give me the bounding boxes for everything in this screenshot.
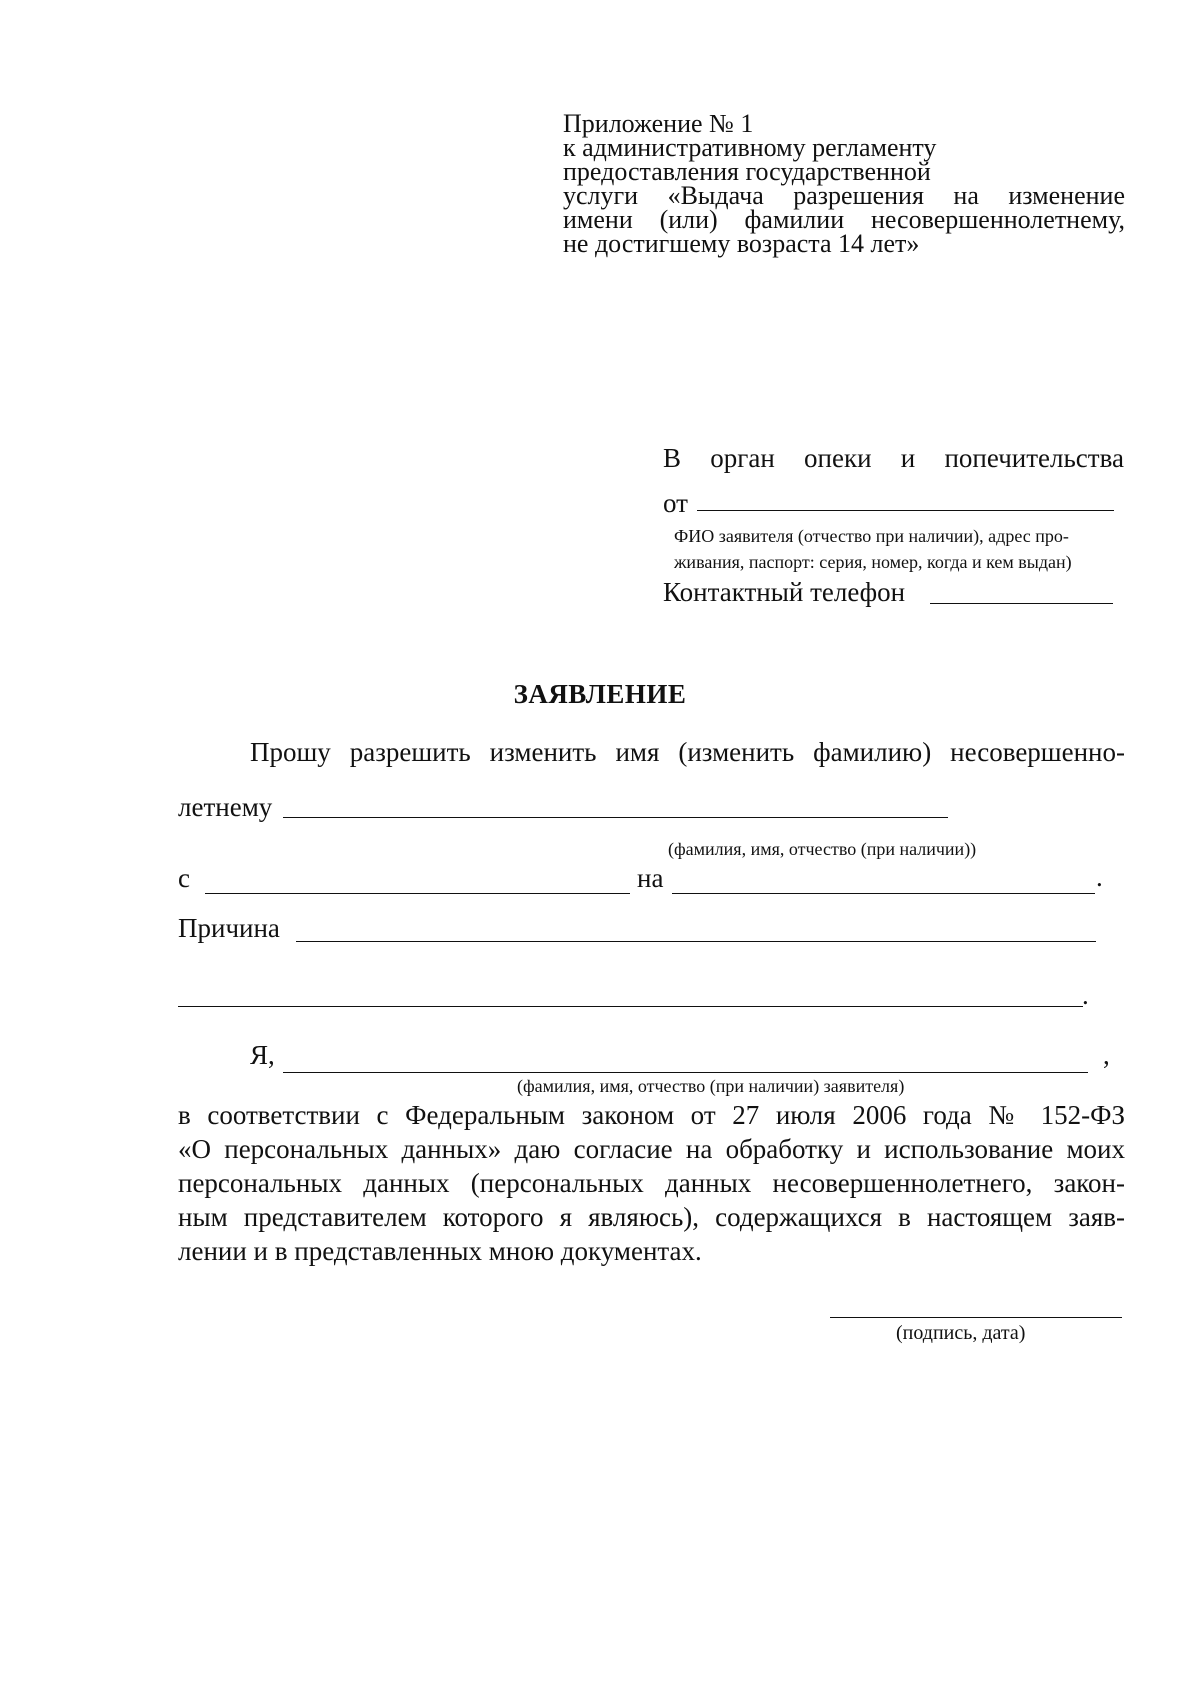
reason-label: Причина: [178, 913, 280, 943]
addressee-to-word: орган: [710, 443, 775, 473]
request-word: несовершенно-: [950, 737, 1125, 767]
consent-line: «О персональных данных» даю согласие на обработку и использование моих: [178, 1134, 1125, 1164]
addressee-to-word: опеки: [804, 443, 872, 473]
addressee-to-word: В: [663, 443, 682, 473]
consent-paragraph: [178, 1098, 1125, 1268]
applicant-name-field[interactable]: [283, 1072, 1088, 1073]
addressee-to-word: попечительства: [944, 443, 1124, 473]
appendix-line-4: услуги «Выдача разрешения на изменение: [563, 181, 1125, 210]
request-line: [250, 737, 1125, 768]
comma-mark: ,: [1103, 1040, 1110, 1070]
minor-fio-hint: (фамилия, имя, отчество (при наличии)): [668, 839, 977, 859]
request-word: (изменить: [678, 737, 795, 767]
request-word: Прошу: [250, 737, 331, 767]
consent-line: в соответствии с Федеральным законом от 27 июля 2006 года № 152-ФЗ: [178, 1100, 1125, 1130]
minor-label: летнему: [178, 792, 273, 822]
addressee-to-word: и: [900, 443, 916, 473]
period-mark: .: [1096, 862, 1103, 892]
old-name-field[interactable]: [205, 893, 630, 894]
applicant-name-hint: (фамилия, имя, отчество (при наличии) заявителя): [517, 1076, 905, 1096]
request-word: разрешить: [349, 737, 471, 767]
appendix-line-5: имени (или) фамилии несовершеннолетнему,: [563, 205, 1125, 234]
from-preposition: с: [178, 863, 190, 893]
request-word: изменить: [489, 737, 597, 767]
request-word: фамилию): [813, 737, 932, 767]
consent-line: персональных данных (персональных данных несовершеннолетнего, закон-: [178, 1168, 1125, 1198]
applicant-fio-field[interactable]: [697, 510, 1114, 511]
signature-field[interactable]: [830, 1317, 1122, 1318]
appendix-line-3: предоставления государственной: [563, 157, 931, 186]
consent-line: лении и в представленных мною документах.: [178, 1236, 702, 1266]
appendix-line-6: не достигшему возраста 14 лет»: [563, 229, 920, 258]
phone-field[interactable]: [930, 603, 1113, 604]
addressee-to-line: [663, 443, 1124, 474]
reason-field[interactable]: [296, 941, 1096, 942]
request-word: имя: [615, 737, 660, 767]
appendix-line-2: к административному регламенту: [563, 133, 937, 162]
new-name-field[interactable]: [672, 893, 1095, 894]
applicant-i-label: Я,: [250, 1040, 275, 1070]
minor-fio-field[interactable]: [283, 817, 948, 818]
appendix-line-1: Приложение № 1: [563, 109, 754, 138]
applicant-fio-hint: ФИО заявителя (отчество при наличии), адрес про-: [674, 526, 1069, 546]
to-preposition: на: [637, 863, 664, 893]
period-mark: .: [1082, 980, 1089, 1010]
document-title: ЗАЯВЛЕНИЕ: [513, 679, 687, 709]
phone-label: Контактный телефон: [663, 577, 906, 607]
reason-field-continued[interactable]: [178, 1006, 1083, 1007]
applicant-fio-hint: живания, паспорт: серия, номер, когда и кем выдан): [674, 552, 1072, 572]
consent-line: ным представителем которого я являюсь), содержащихся в настоящем заяв-: [178, 1202, 1125, 1232]
from-label: от: [663, 488, 688, 518]
signature-hint: (подпись, дата): [896, 1322, 1026, 1344]
